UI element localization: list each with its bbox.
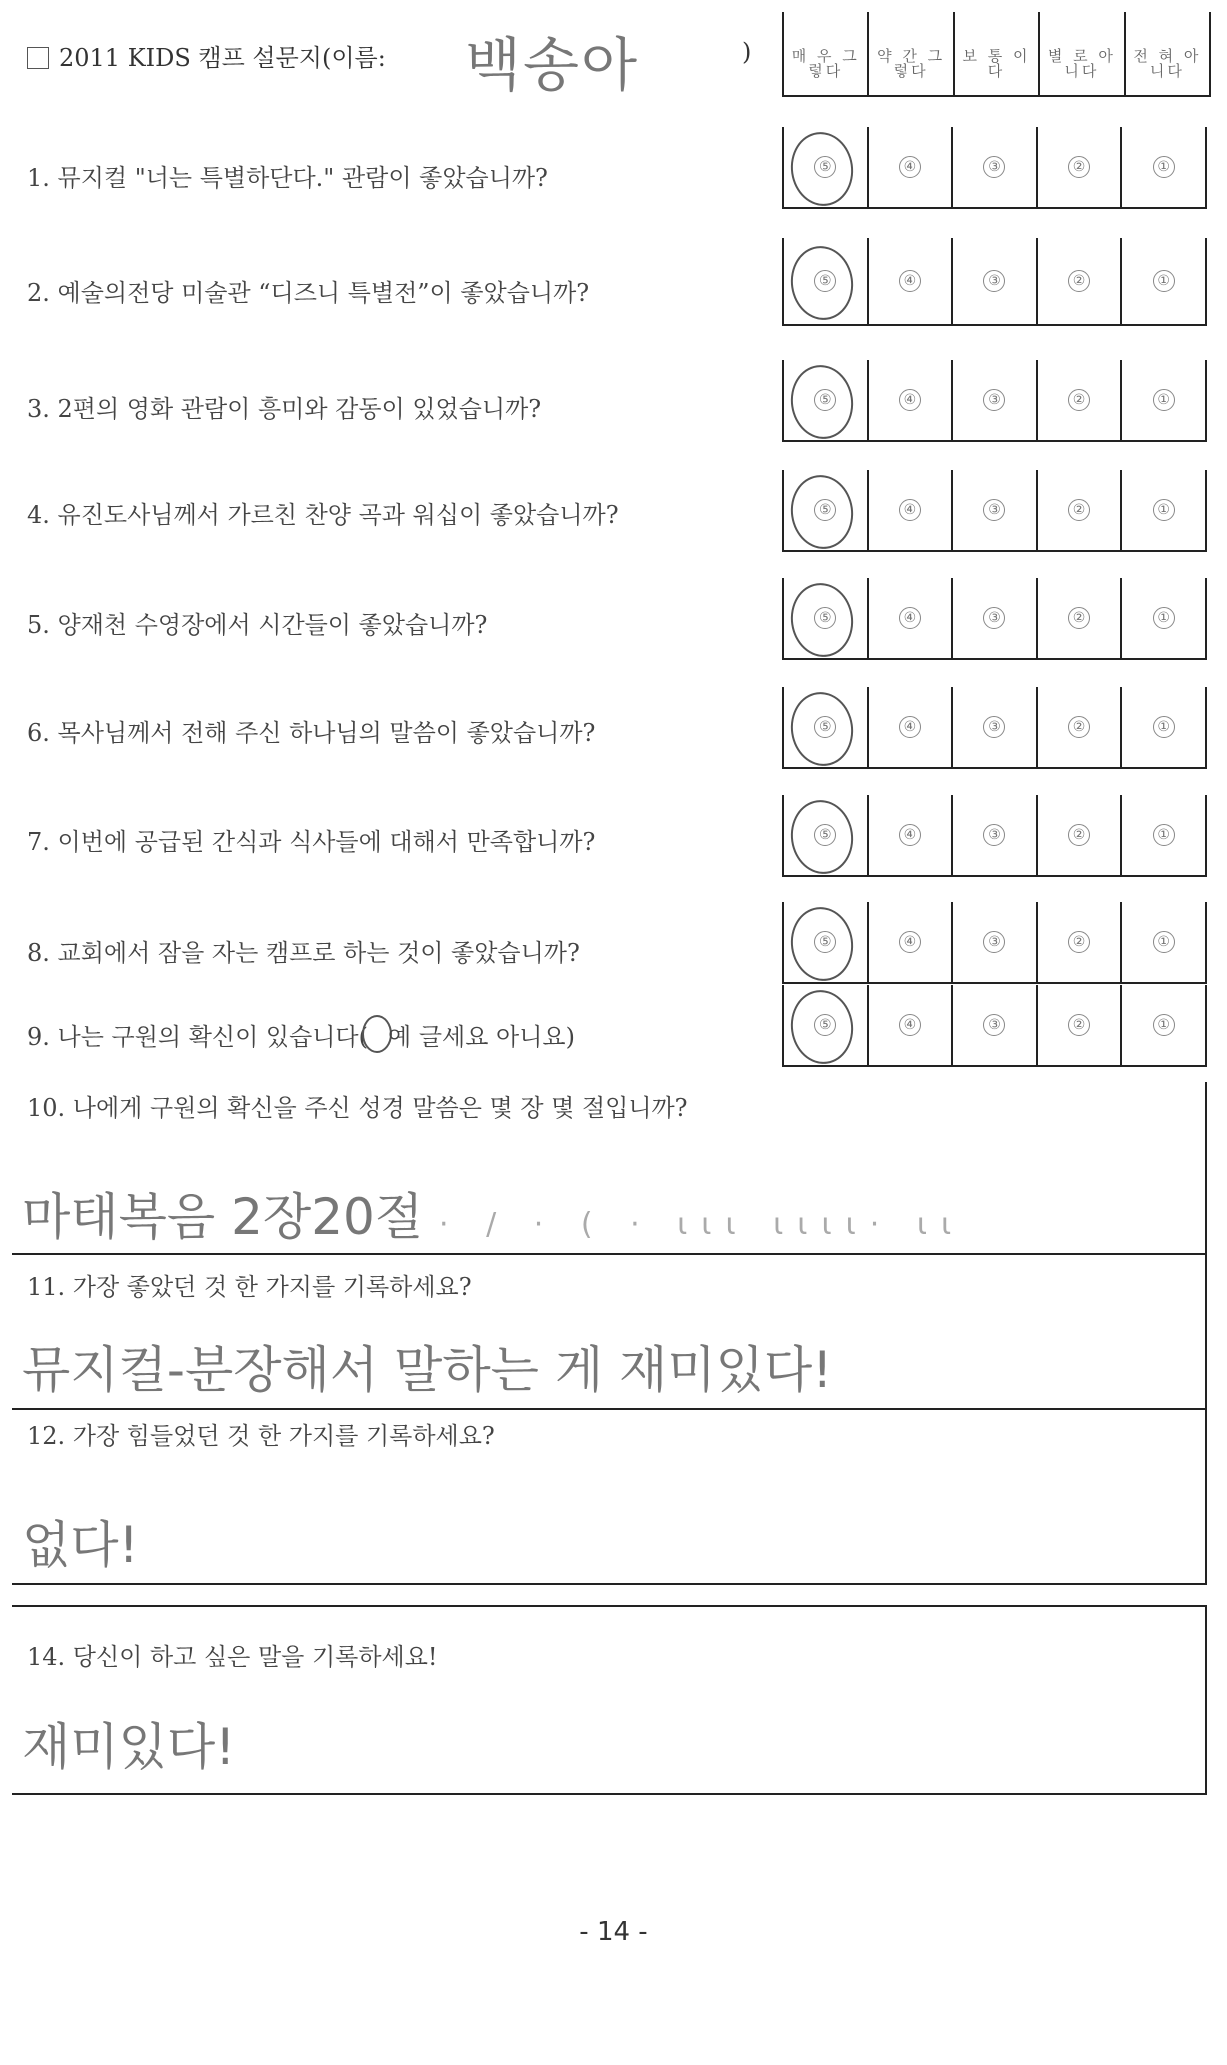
q6-rating-5 (784, 687, 869, 767)
rating-number: ① (1153, 931, 1175, 953)
rating-number: ③ (983, 270, 1005, 292)
q9-rating-1: ① (1122, 985, 1205, 1065)
rating-number: ③ (983, 156, 1005, 178)
q6-rating-1 (1122, 687, 1205, 767)
q6-rating-row (782, 687, 1207, 769)
q5-rating-5 (784, 578, 869, 658)
q2-rating-4 (869, 238, 954, 324)
selected-circle-mark (786, 128, 858, 210)
q7-rating-4 (869, 795, 954, 875)
q4-rating-1 (1122, 470, 1205, 550)
q5-rating-2 (1038, 578, 1123, 658)
rating-number: ⑤ (814, 824, 836, 846)
rating-number: ② (1068, 607, 1090, 629)
selected-circle-mark (786, 242, 858, 324)
rating-number: ⑤ (814, 499, 836, 521)
q6-rating-4 (869, 687, 954, 767)
q2-rating-3 (953, 238, 1038, 324)
q1-rating-3 (953, 127, 1038, 207)
q1-rating-4 (869, 127, 954, 207)
selected-circle-mark (786, 986, 858, 1068)
q8-rating-row (782, 902, 1207, 984)
q4-rating-row (782, 470, 1207, 552)
rating-number: ② (1068, 499, 1090, 521)
rating-number: ③ (983, 824, 1005, 846)
q9-option-no: 아니요 (496, 1023, 566, 1051)
page-number: - 14 - (579, 1917, 648, 1947)
q1-rating-1 (1122, 127, 1205, 207)
q8-rating-2 (1038, 902, 1123, 982)
q9-option-maybe: 글세요 (418, 1023, 489, 1051)
q8-rating-3 (953, 902, 1038, 982)
rating-number: ④ (899, 389, 921, 411)
q3-rating-5 (784, 360, 869, 440)
question-7: 7. 이번에 공급된 간식과 식사들에 대해서 만족합니까? (27, 828, 596, 856)
q3-rating-4 (869, 360, 954, 440)
q9-rating-row (782, 985, 1207, 1067)
q14-answer: 재미있다! (22, 1718, 236, 1776)
rating-number: ⑤ (814, 607, 836, 629)
q12-text: 12. 가장 힘들었던 것 한 가지를 기록하세요? (27, 1422, 495, 1450)
q8-rating-5 (784, 902, 869, 982)
rating-number: ③ (983, 389, 1005, 411)
question-1: 1. 뮤지컬 "너는 특별하단다." 관람이 좋았습니까? (27, 164, 548, 192)
q7-rating-3 (953, 795, 1038, 875)
q12-answer: 없다! (22, 1516, 139, 1574)
rating-number: ① (1153, 499, 1175, 521)
q2-rating-2 (1038, 238, 1123, 324)
rating-number: ① (1153, 270, 1175, 292)
rating-number: ② (1068, 716, 1090, 738)
q9-suffix: ) (565, 1023, 575, 1051)
q3-rating-2 (1038, 360, 1123, 440)
question-2: 2. 예술의전당 미술관 “디즈니 특별전”이 좋았습니까? (27, 279, 590, 307)
question-6: 6. 목사님께서 전해 주신 하나님의 말씀이 좋았습니까? (27, 719, 596, 747)
q2-rating-row (782, 238, 1207, 326)
q6-rating-3 (953, 687, 1038, 767)
rating-number: ① (1153, 156, 1175, 178)
question-3: 3. 2편의 영화 관람이 흥미와 감동이 있었습니까? (27, 395, 542, 423)
rating-number: ④ (899, 931, 921, 953)
selected-circle-mark (786, 688, 858, 770)
q4-rating-3 (953, 470, 1038, 550)
rating-number: ④ (899, 499, 921, 521)
q2-rating-1 (1122, 238, 1205, 324)
open-question-12 (12, 1410, 1207, 1585)
q4-rating-4 (869, 470, 954, 550)
q3-rating-3 (953, 360, 1038, 440)
q10-answer: 마태복음 2장20절 · / · ( · ιιι ιιιι· ιι (22, 1188, 966, 1246)
rating-number: ② (1068, 270, 1090, 292)
q8-rating-1 (1122, 902, 1205, 982)
q6-rating-2 (1038, 687, 1123, 767)
q3-rating-1 (1122, 360, 1205, 440)
rating-number: ③ (983, 931, 1005, 953)
scribble-marks: · / · ( · ιιι ιιιι· ιι (439, 1207, 966, 1242)
q11-answer: 뮤지컬-분장해서 말하는 게 재미있다! (22, 1341, 833, 1399)
rating-number: ② (1068, 824, 1090, 846)
q9-prefix: 9. 나는 구원의 확신이 있습니다( (27, 1023, 368, 1051)
q9-rating-2: ② (1038, 985, 1123, 1065)
rating-number: ② (1068, 156, 1090, 178)
rating-number: ③ (983, 499, 1005, 521)
scale-header-5: 매 우 그렇다 (784, 12, 869, 95)
scale-header-2: 별 로 아니다 (1040, 12, 1125, 95)
rating-number: ⑤ (814, 156, 836, 178)
q4-rating-5 (784, 470, 869, 550)
selected-circle-mark (786, 579, 858, 661)
rating-number: ② (1068, 389, 1090, 411)
q5-rating-row (782, 578, 1207, 660)
question-9 (27, 1015, 575, 1053)
scale-header (782, 12, 1211, 97)
rating-number: ③ (983, 607, 1005, 629)
q10-text: 10. 나에게 구원의 확신을 주신 성경 말씀은 몇 장 몇 절입니까? (27, 1094, 688, 1122)
open-question-10 (12, 1082, 1207, 1255)
rating-number: ④ (899, 607, 921, 629)
q4-rating-2 (1038, 470, 1123, 550)
scale-header-1: 전 혀 아니다 (1133, 47, 1202, 80)
q1-rating-2 (1038, 127, 1123, 207)
q7-rating-5 (784, 795, 869, 875)
open-question-11 (12, 1255, 1207, 1410)
q8-rating-4 (869, 902, 954, 982)
rating-number: ① (1153, 824, 1175, 846)
question-4: 4. 유진도사님께서 가르친 찬양 곡과 워십이 좋았습니까? (27, 501, 619, 529)
rating-number: ① (1153, 716, 1175, 738)
q2-rating-5 (784, 238, 869, 324)
rating-number: ⑤ (814, 270, 836, 292)
q1-rating-row (782, 127, 1207, 209)
q5-rating-4 (869, 578, 954, 658)
q9-rating-3: ③ (953, 985, 1038, 1065)
rating-number: ① (1153, 389, 1175, 411)
q7-rating-1 (1122, 795, 1205, 875)
rating-number: ④ (899, 824, 921, 846)
q9-rating-4: ④ (869, 985, 954, 1065)
title-checkbox-icon (27, 47, 49, 69)
rating-number: ④ (899, 156, 921, 178)
rating-number: ⑤ (814, 716, 836, 738)
respondent-name: 백송아 (465, 31, 640, 99)
rating-number: ④ (899, 716, 921, 738)
selected-circle-mark (786, 903, 858, 985)
q3-rating-row (782, 360, 1207, 442)
scale-header-3: 보 통 이 다 (955, 12, 1040, 95)
selected-circle-mark (786, 471, 858, 553)
question-5: 5. 양재천 수영장에서 시간들이 좋았습니까? (27, 611, 488, 639)
rating-number: ③ (983, 716, 1005, 738)
q9-option-yes: 예 (388, 1023, 412, 1051)
question-8: 8. 교회에서 잠을 자는 캠프로 하는 것이 좋았습니까? (27, 939, 580, 967)
selected-circle-mark (786, 796, 858, 878)
selected-circle-mark (786, 361, 858, 443)
rating-number: ② (1068, 931, 1090, 953)
q5-rating-3 (953, 578, 1038, 658)
q14-text: 14. 당신이 하고 싶은 말을 기록하세요! (27, 1643, 438, 1671)
q11-text: 11. 가장 좋았던 것 한 가지를 기록하세요? (27, 1273, 472, 1301)
title-close-paren: ) (742, 38, 752, 66)
rating-number: ① (1153, 607, 1175, 629)
q7-rating-2 (1038, 795, 1123, 875)
rating-number: ④ (899, 270, 921, 292)
q1-rating-5 (784, 127, 869, 207)
q7-rating-row (782, 795, 1207, 877)
rating-number: ⑤ (814, 389, 836, 411)
title-text: 2011 KIDS 캠프 설문지(이름: (59, 44, 386, 72)
open-question-14 (12, 1605, 1207, 1795)
q5-rating-1 (1122, 578, 1205, 658)
rating-number: ⑤ (814, 931, 836, 953)
scale-header-4: 약 간 그렇다 (869, 12, 954, 95)
q9-rating-5: ⑤ (784, 985, 869, 1065)
